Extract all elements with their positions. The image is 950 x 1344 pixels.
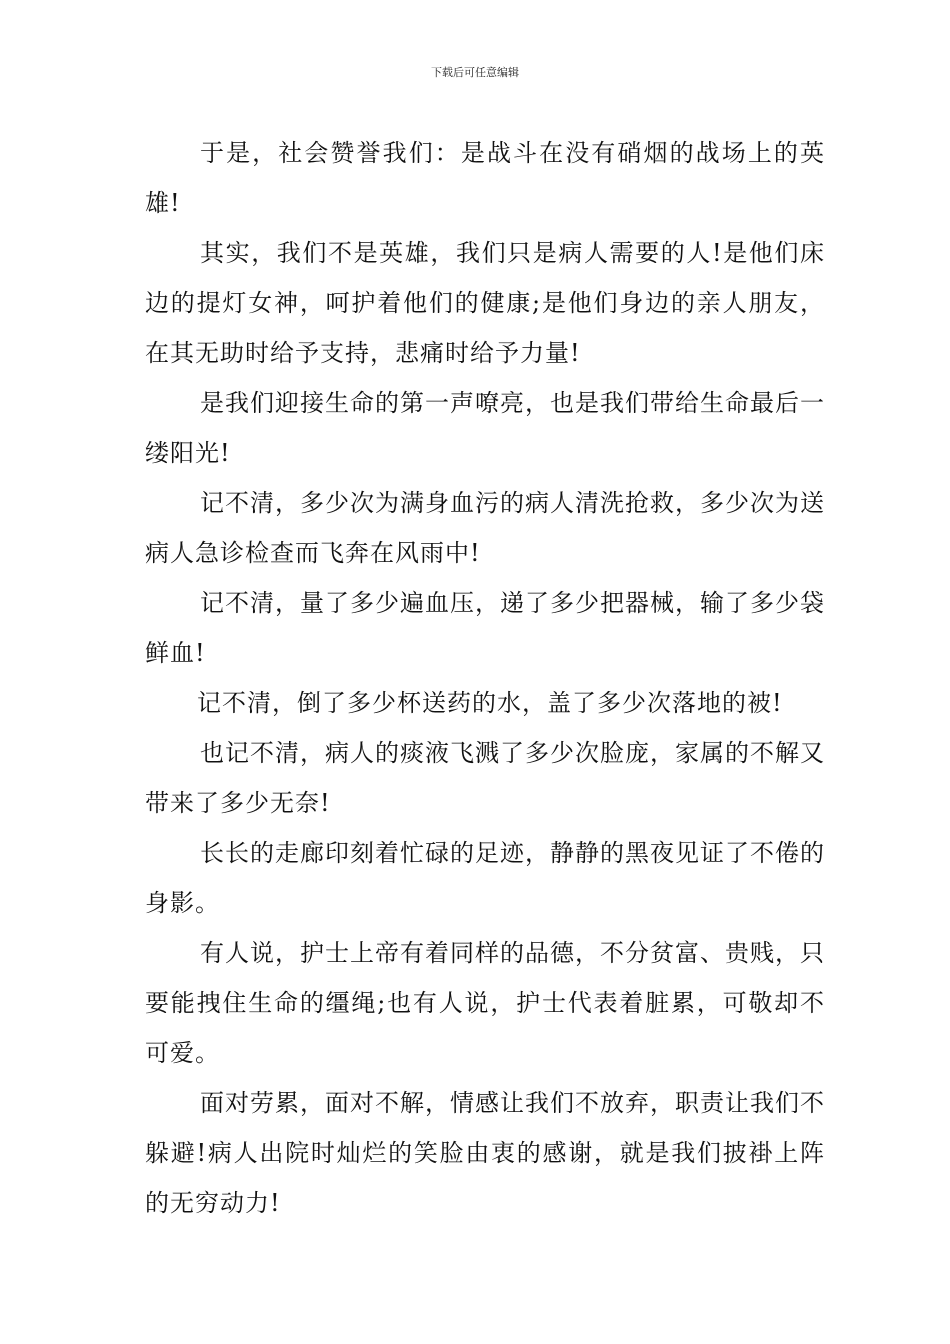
paragraph-1: 于是，社会赞誉我们：是战斗在没有硝烟的战场上的英雄!	[145, 139, 825, 217]
paragraph-3: 是我们迎接生命的第一声嘹亮，也是我们带给生命最后一缕阳光!	[145, 389, 825, 467]
paragraph-7: 也记不清，病人的痰液飞溅了多少次脸庞，家属的不解又带来了多少无奈!	[145, 739, 825, 817]
paragraph-6: 记不清，倒了多少杯送药的水，盖了多少次落地的被!	[197, 689, 783, 717]
paragraph-8: 长长的走廊印刻着忙碌的足迹，静静的黑夜见证了不倦的身影。	[145, 839, 825, 917]
page-header: 下载后可任意编辑	[431, 66, 519, 79]
paragraph-4: 记不清，多少次为满身血污的病人清洗抢救，多少次为送病人急诊检查而飞奔在风雨中!	[145, 489, 825, 567]
paragraph-2: 其实，我们不是英雄，我们只是病人需要的人!是他们床边的提灯女神，呵护着他们的健康;是他们身边的亲人朋友，在其无助时给予支持，悲痛时给予力量!	[145, 239, 825, 367]
paragraph-5: 记不清，量了多少遍血压，递了多少把器械，输了多少袋鲜血!	[145, 589, 825, 667]
paragraph-10: 面对劳累，面对不解，情感让我们不放弃，职责让我们不躲避!病人出院时灿烂的笑脸由衷的感谢，就是我们披褂上阵的无穷动力!	[145, 1089, 825, 1217]
paragraph-9: 有人说，护士上帝有着同样的品德，不分贫富、贵贱，只要能拽住生命的缰绳;也有人说，护士代表着脏累，可敬却不可爱。	[145, 939, 825, 1067]
document-body	[145, 128, 825, 1228]
